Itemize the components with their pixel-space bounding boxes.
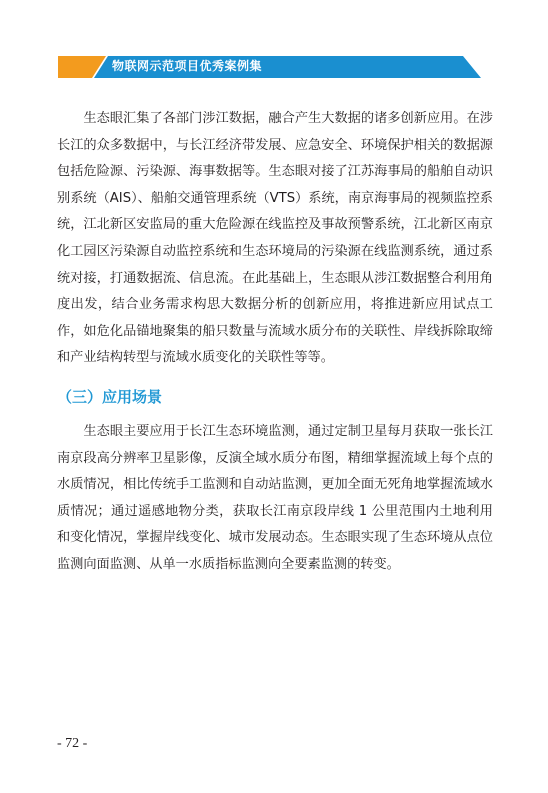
page-number: - 72 - <box>57 736 88 751</box>
header-title: 物联网示范项目优秀案例集 <box>112 59 263 73</box>
body-paragraph-1: 生态眼汇集了各部门涉江数据，融合产生大数据的诸多创新应用。在涉长江的众多数据中，与长江经济带发展、应急安全、环境保护相关的数据源包括危险源、污染源、海事数据等。生态眼对接了江苏海事局的船舶自动识别系统（AIS）、船舶交通管理系统（VTS）系统，南京海事局的视频监控系统，江北新区安监局的重大危险源在线监控及事故预警系统，江北新区南京化工园区污染源自动监控系统和生态环境局的污染源在线监测系统，通过系统对接，打通数据流、信息流。在此基础上，生态眼从涉江数据整合利用角度出发，结合业务需求构思大数据分析的创新应用，将推进新应用试点工作，如危化品锚地聚集的船只数量与流域水质分布的关联性、岸线拆除取缔和产业结构转型与流域水质变化的关联性等等。 <box>57 111 493 366</box>
section-heading: （三）应用场景 <box>57 388 163 406</box>
body-paragraph-2: 生态眼主要应用于长江生态环境监测，通过定制卫星每月获取一张长江南京段高分辨率卫星影像，反演全域水质分布图，精细掌握流域上每个点的水质情况，相比传统手工监测和自动站监测，更加全面无死角地掌握流域水质情况；通过遥感地物分类，获取长江南京段岸线 1 公里范围内土地利用和变化情况，掌握岸线变化、城市发展动态。生态眼实现了生态环境从点位监测向面监测、从单一水质指标监测向全要素监测的转变。 <box>57 424 493 572</box>
